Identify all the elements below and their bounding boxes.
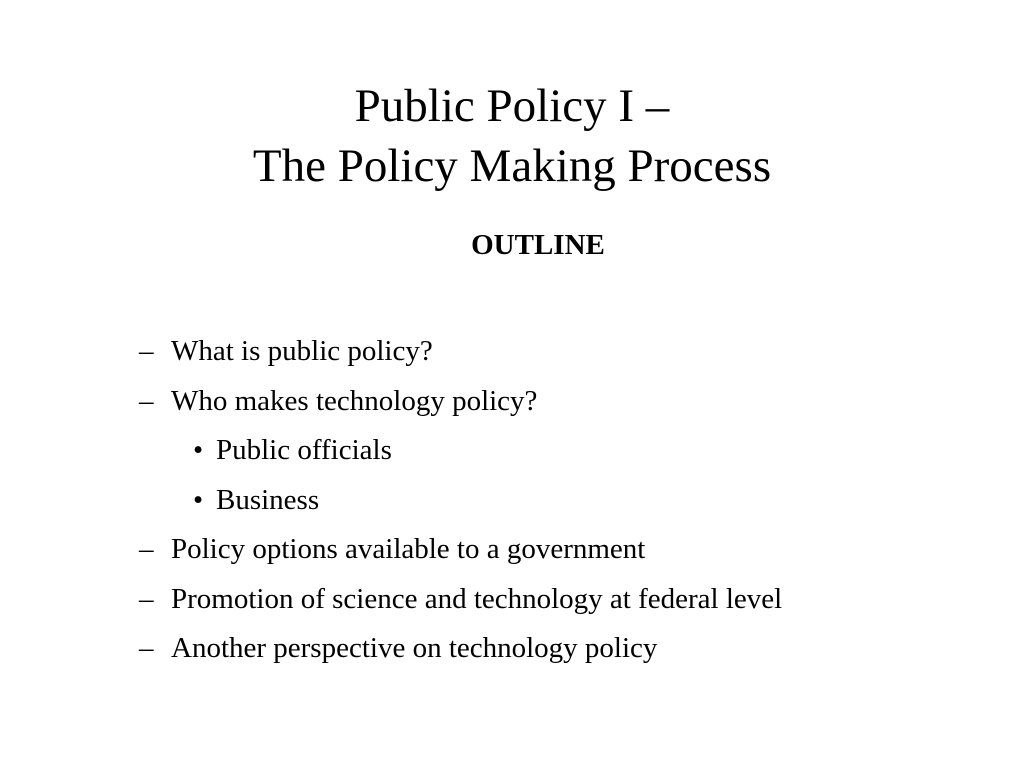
dash-marker: –: [139, 632, 154, 664]
dash-marker: –: [139, 533, 154, 565]
dash-marker: –: [139, 335, 154, 367]
title-line-2: The Policy Making Process: [252, 140, 772, 192]
outline-heading: OUTLINE: [471, 229, 605, 261]
slide-title: [0, 76, 1024, 196]
outline-item-text: Public officials: [216, 434, 392, 466]
bullet-marker: •: [193, 434, 204, 466]
bullet-marker: •: [193, 483, 204, 516]
outline-item-text: Business: [216, 483, 320, 516]
dash-marker: –: [139, 384, 154, 417]
outline-subitem-public-officials: [0, 430, 1024, 480]
outline-item-text: Promotion of science and technology at federal level: [171, 582, 783, 615]
outline-item-who-makes-policy: [0, 381, 1024, 431]
outline-item-another-perspective: [0, 628, 1024, 678]
outline-subitem-business: [0, 480, 1024, 530]
outline-item-text: Policy options available to a government: [171, 533, 646, 565]
outline-item-policy-options: [0, 529, 1024, 579]
outline-item-promotion-of-science: [0, 579, 1024, 629]
outline-item-text: Who makes technology policy?: [171, 384, 538, 417]
dash-marker: –: [139, 582, 154, 615]
outline-item-what-is-public-policy: [0, 331, 1024, 381]
outline-item-text: Another perspective on technology policy: [171, 632, 658, 664]
outline-item-text: What is public policy?: [171, 335, 433, 367]
outline-list: [0, 331, 1024, 678]
title-line-1: Public Policy I –: [354, 80, 670, 132]
